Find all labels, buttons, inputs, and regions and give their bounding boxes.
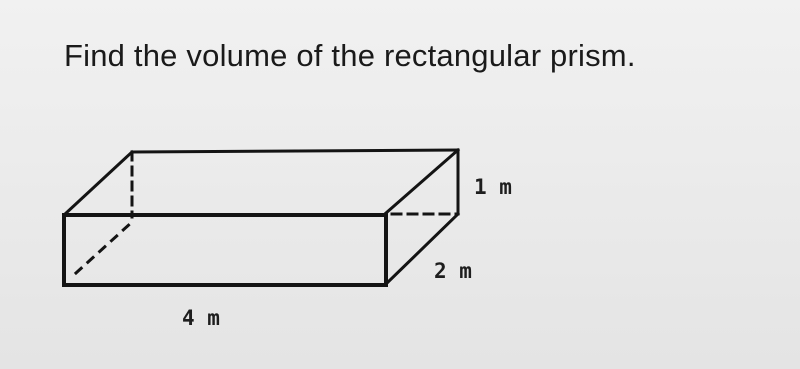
width-label: 2 m bbox=[434, 259, 472, 283]
prism-hidden-diagonal-edge bbox=[76, 222, 132, 273]
length-label: 4 m bbox=[182, 306, 220, 330]
prism-top-back-edge bbox=[132, 150, 458, 152]
prism-top-right-edge bbox=[386, 150, 458, 213]
height-label: 1 m bbox=[474, 175, 512, 199]
question-text: Find the volume of the rectangular prism. bbox=[64, 38, 636, 73]
prism-top-left-edge bbox=[64, 152, 132, 215]
prism-front-face bbox=[64, 215, 386, 285]
